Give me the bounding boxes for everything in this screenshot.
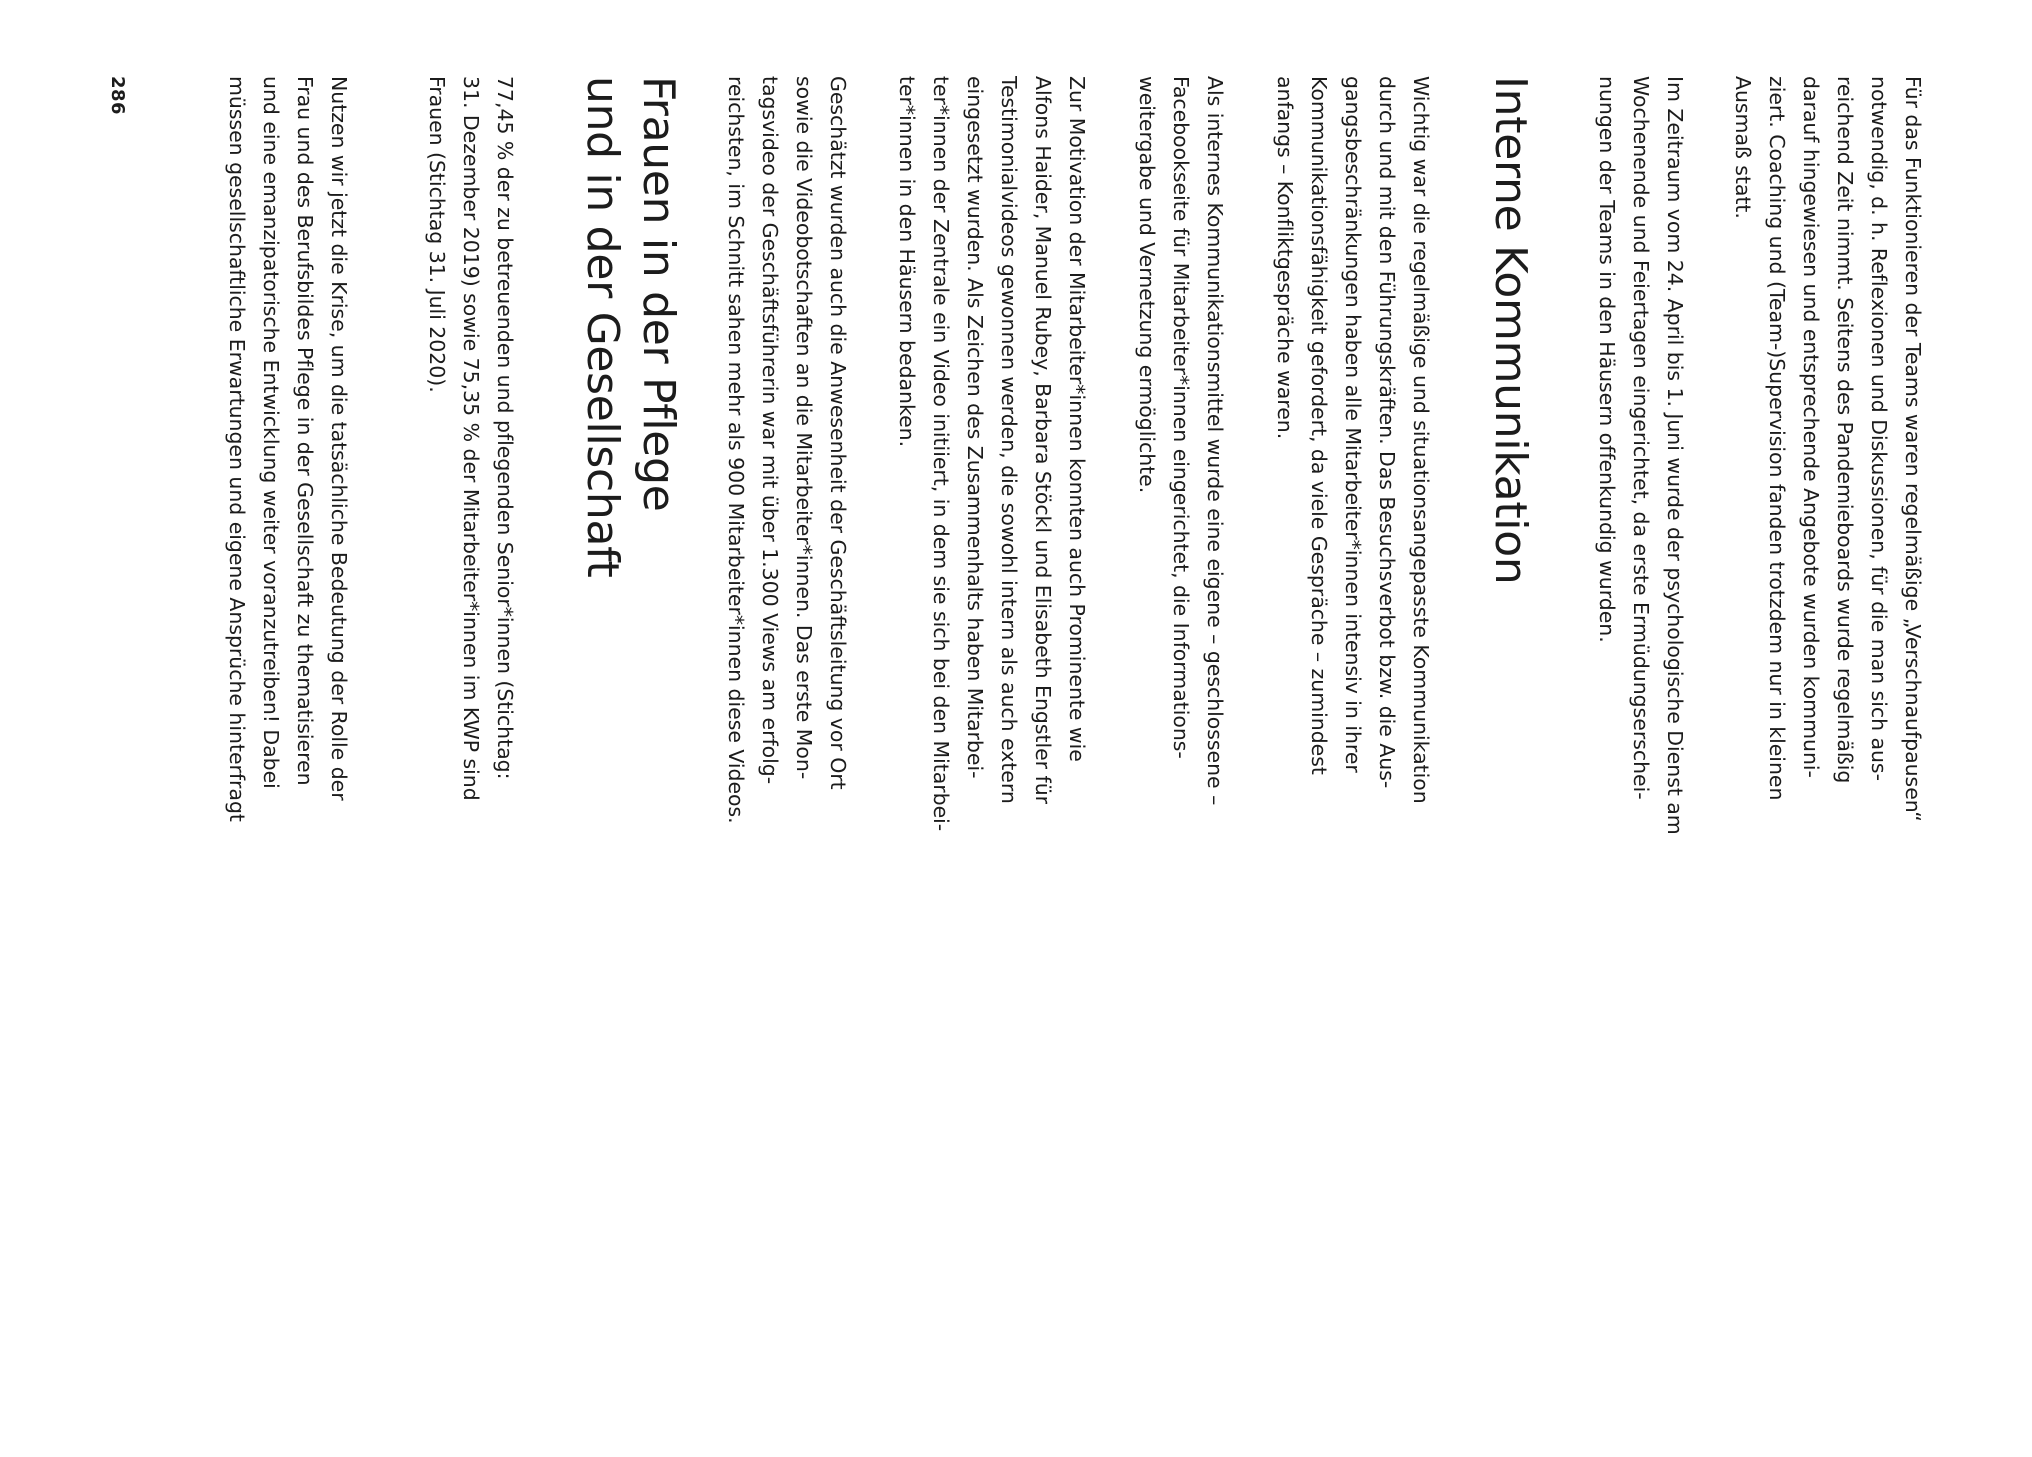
text-line: gangsbeschränkungen haben alle Mitarbeiter*innen intensiv in ihrer bbox=[1341, 76, 1365, 773]
text-line: weitergabe und Vernetzung ermöglichte. bbox=[1135, 76, 1159, 494]
text-line: Zur Motivation der Mitarbeiter*innen konnten auch Prominente wie bbox=[1065, 76, 1089, 762]
text-line: Kommunikationsfähigkeit gefordert, da viele Gespräche – zumindest bbox=[1307, 76, 1331, 775]
text-line: eingesetzt wurden. Als Zeichen des Zusammenhalts haben Mitarbei- bbox=[963, 76, 987, 779]
paragraph-testimonialvideos bbox=[890, 76, 1094, 936]
heading-line: Interne Kommunikation bbox=[1485, 76, 1536, 585]
text-line: Alfons Haider, Manuel Rubey, Barbara Stöckl und Elisabeth Engstler für bbox=[1031, 76, 1055, 805]
rotated-text-frame bbox=[70, 76, 1930, 936]
text-line: durch und mit den Führungskräften. Das Besuchsverbot bzw. die Aus- bbox=[1375, 76, 1399, 789]
paragraph-kommunikation-fuehrung bbox=[1268, 76, 1438, 936]
text-line: und eine emanzipatorische Entwicklung weiter voranzutreiben! Dabei bbox=[259, 76, 283, 789]
text-line: reichsten, im Schnitt sahen mehr als 900 Mitarbeiter*innen diese Videos. bbox=[724, 76, 748, 824]
text-line: nungen der Teams in den Häusern offenkundig wurden. bbox=[1595, 76, 1619, 643]
text-line: Frau und des Berufsbildes Pflege in der Gesellschaft zu thematisieren bbox=[293, 76, 317, 786]
section-heading-frauen-in-der-pflege bbox=[574, 76, 686, 578]
text-line: Wochenende und Feiertagen eingerichtet, da erste Ermüdungserschei- bbox=[1629, 76, 1653, 800]
paragraph-verschnaufpausen bbox=[1726, 76, 1930, 936]
text-line: Wichtig war die regelmäßige und situationsangepasste Kommunikation bbox=[1409, 76, 1433, 804]
text-line: Ausmaß statt. bbox=[1731, 76, 1755, 219]
heading-line: und in der Gesellschaft bbox=[577, 76, 628, 578]
text-line: anfangs – Konfliktgespräche waren. bbox=[1273, 76, 1297, 440]
text-line: notwendig, d. h. Reflexionen und Diskussionen, für die man sich aus- bbox=[1867, 76, 1891, 781]
text-line: müssen gesellschaftliche Erwartungen und eigene Ansprüche hinterfragt bbox=[225, 76, 249, 822]
page-number: 286 bbox=[107, 76, 128, 116]
text-line: sowie die Videobotschaften an die Mitarbeiter*innen. Das erste Mon- bbox=[792, 76, 816, 780]
paragraph-psychologischer-dienst bbox=[1590, 76, 1692, 936]
text-line: Für das Funktionieren der Teams waren regelmäßige „Verschnaufpausen“ bbox=[1901, 76, 1925, 822]
text-line: ziert. Coaching und (Team-)Supervision fanden trotzdem nur in kleinen bbox=[1765, 76, 1789, 801]
text-line: darauf hingewiesen und entsprechende Angebote wurden kommuni- bbox=[1799, 76, 1823, 778]
heading-line: Frauen in der Pflege bbox=[633, 76, 684, 512]
section-heading-interne-kommunikation bbox=[1482, 76, 1538, 584]
text-line: Facebookseite für Mitarbeiter*innen eingerichtet, die Informations- bbox=[1169, 76, 1193, 759]
text-line: Im Zeitraum vom 24. April bis 1. Juni wurde der psychologische Dienst am bbox=[1663, 76, 1687, 835]
text-line: Testimonialvideos gewonnen werden, die sowohl intern als auch extern bbox=[997, 76, 1021, 804]
text-line: reichend Zeit nimmt. Seitens des Pandemieboards wurde regelmäßig bbox=[1833, 76, 1857, 784]
paragraph-frauenanteil bbox=[420, 76, 522, 936]
paragraph-krise-nutzen bbox=[220, 76, 356, 936]
text-line: tagsvideo der Geschäftsführerin war mit über 1.300 Views am erfolg- bbox=[758, 76, 782, 785]
text-line: ter*innen in den Häusern bedanken. bbox=[895, 76, 919, 448]
text-line: Geschätzt wurden auch die Anwesenheit der Geschäftsleitung vor Ort bbox=[826, 76, 850, 790]
paragraph-facebookseite bbox=[1130, 76, 1232, 936]
text-line: Nutzen wir jetzt die Krise, um die tatsächliche Bedeutung der Rolle der bbox=[327, 76, 351, 801]
text-line: ter*innen der Zentrale ein Video initiiert, in dem sie sich bei den Mitarbei- bbox=[929, 76, 953, 832]
text-line: 77,45 % der zu betreuenden und pflegenden Senior*innen (Stichtag: bbox=[493, 76, 517, 780]
text-line: Frauen (Stichtag 31. Juli 2020). bbox=[425, 76, 449, 393]
paragraph-videobotschaften bbox=[719, 76, 855, 936]
text-line: Als internes Kommunikationsmittel wurde eine eigene – geschlossene – bbox=[1203, 76, 1227, 806]
text-line: 31. Dezember 2019) sowie 75,35 % der Mitarbeiter*innen im KWP sind bbox=[459, 76, 483, 801]
